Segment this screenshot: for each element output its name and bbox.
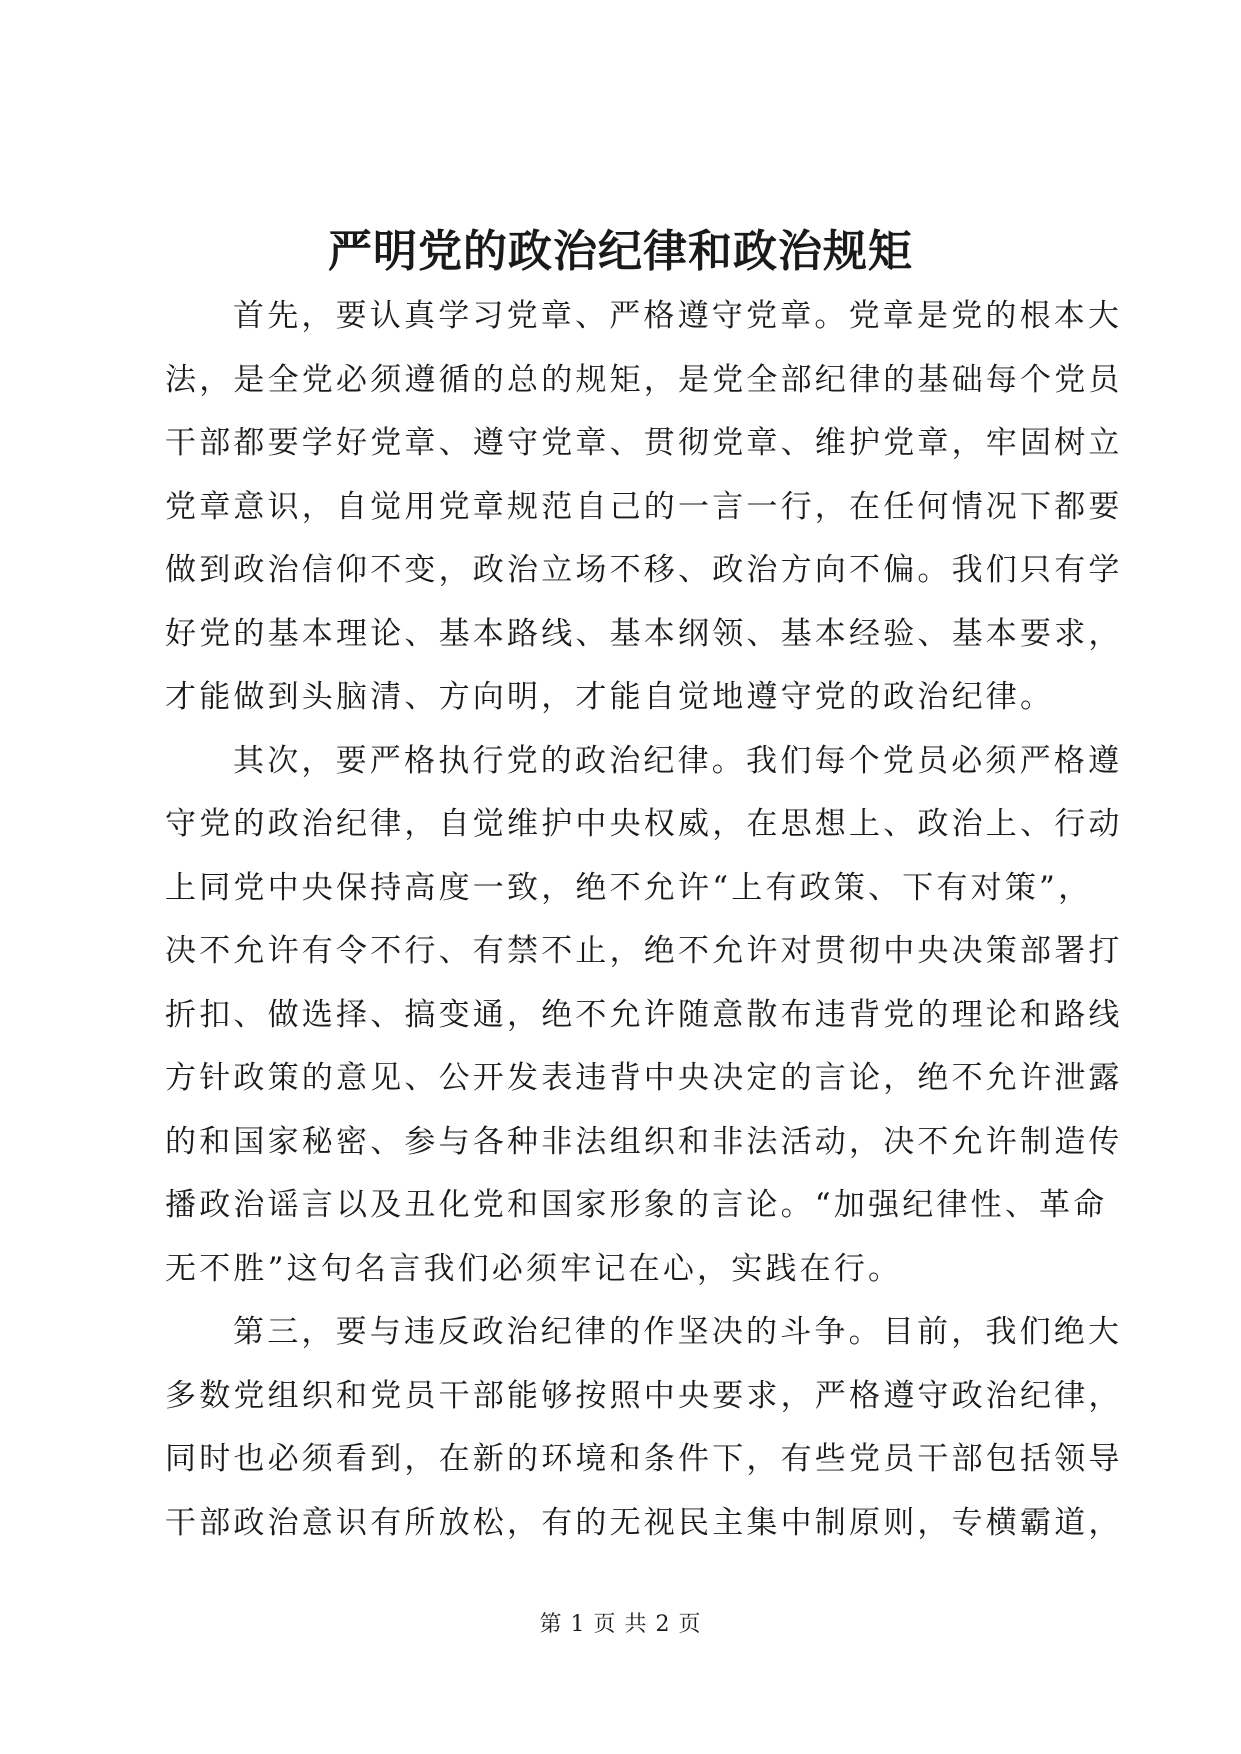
paragraph-1-line-7: 才能做到头脑清、方向明，才能自觉地遵守党的政治纪律。 [165,679,1055,715]
paragraph-2-line-4: 决不允许有令不行、有禁不止，绝不允许对贯彻中央决策部署打 [165,933,1123,969]
paragraph-2-line-5: 折扣、做选择、搞变通，绝不允许随意散布违背党的理论和路线 [165,996,1123,1033]
paragraph-2-line-6: 方针政策的意见、公开发表违背中央决定的言论，绝不允许泄露 [165,1060,1123,1096]
paragraph-1-line-1: 首先，要认真学习党章、严格遵守党章。党章是党的根本大 [233,298,1123,334]
paragraph-1-line-4: 党章意识，自觉用党章规范自己的一言一行，在任何情况下都要 [165,488,1123,525]
paragraph-2-line-2: 守党的政治纪律，自觉维护中央权威，在思想上、政治上、行动 [165,806,1123,842]
paragraph-1-line-3: 干部都要学好党章、遵守党章、贯彻党章、维护党章，牢固树立 [165,425,1123,461]
paragraph-2-line-8: 播政治谣言以及丑化党和国家形象的言论。“加强纪律性、革命 [165,1187,1108,1223]
paragraph-3-line-4: 干部政治意识有所放松，有的无视民主集中制原则，专横霸道， [165,1504,1123,1541]
paragraph-1-line-2: 法，是全党必须遵循的总的规矩，是党全部纪律的基础每个党员 [165,361,1123,398]
paragraph-3-line-3: 同时也必须看到，在新的环境和条件下，有些党员干部包括领导 [165,1441,1123,1477]
paragraph-1-line-6: 好党的基本理论、基本路线、基本纲领、基本经验、基本要求， [165,615,1123,652]
document-title: 严明党的政治纪律和政治规矩 [328,226,913,277]
document-body [165,285,1123,1555]
paragraph-3-line-2: 多数党组织和党员干部能够按照中央要求，严格遵守政治纪律， [165,1377,1123,1414]
paragraph-2-line-9: 无不胜”这句名言我们必须牢记在心，实践在行。 [165,1250,903,1287]
paragraph-2-line-1: 其次，要严格执行党的政治纪律。我们每个党员必须严格遵 [233,742,1123,779]
paragraph-2-line-3: 上同党中央保持高度一致，绝不允许“上有政策、下有对策”， [165,869,1093,906]
paragraph-1-line-5: 做到政治信仰不变，政治立场不移、政治方向不偏。我们只有学 [165,552,1123,588]
paragraph-2-line-7: 的和国家秘密、参与各种非法组织和非法活动，决不允许制造传 [165,1123,1123,1160]
page-number-footer: 第 1 页 共 2 页 [539,1612,702,1637]
paragraph-3-line-1: 第三，要与违反政治纪律的作坚决的斗争。目前，我们绝大 [233,1314,1123,1350]
